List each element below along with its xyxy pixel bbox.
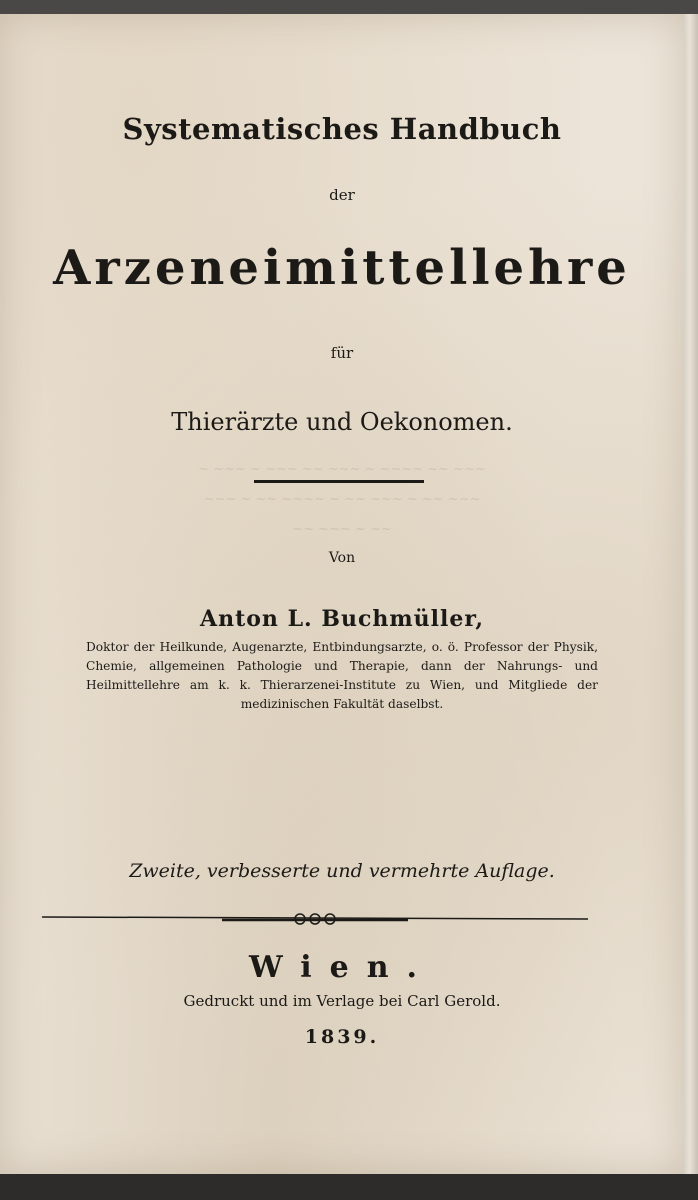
scan-top-border	[0, 0, 698, 14]
edition-line: Zweite, verbesserte und vermehrte Auflage.	[129, 860, 555, 882]
publisher-line: Gedruckt und im Verlage bei Carl Gerold.	[183, 992, 501, 1010]
title-line-5: Thierärzte und Oekonomen.	[171, 408, 513, 436]
title-line-4: für	[330, 344, 354, 362]
author-description: Doktor der Heilkunde, Augenarzte, Entbindungsarzte, o. ö. Professor der Physik, Chemie, allgemeinen Pathologie und Therapie, dann der Nahrungs- und Heilmittellehre am k. k. Thierarzenei-Institute zu Wien, und Mitgliede der medizinischen Fakultät daselbst.	[86, 640, 598, 711]
by-label: Von	[328, 550, 356, 566]
year: 1839.	[304, 1026, 380, 1048]
ornamental-rule	[42, 910, 588, 928]
book-page	[0, 14, 684, 1174]
main-title: Arzeneimittellehre	[53, 240, 631, 296]
bleed-through-text: ~~ ~~~ ~ ~~	[292, 522, 392, 537]
title-line-2: der	[329, 186, 355, 204]
author-name: Anton L. Buchmüller,	[200, 606, 484, 632]
bleed-through-text: ~ ~~~ ~ ~~~ ~~ ~~~ ~ ~~~~ ~~ ~~~	[198, 462, 486, 477]
page-edge	[684, 14, 698, 1174]
scan-bottom-border	[0, 1174, 698, 1200]
separator-rule	[254, 480, 424, 483]
bleed-through-text: ~~~ ~ ~~ ~~~~ ~ ~~ ~~~ ~ ~~ ~~~	[203, 492, 481, 507]
city: Wien.	[249, 950, 435, 985]
title-line-1: Systematisches Handbuch	[122, 112, 562, 146]
